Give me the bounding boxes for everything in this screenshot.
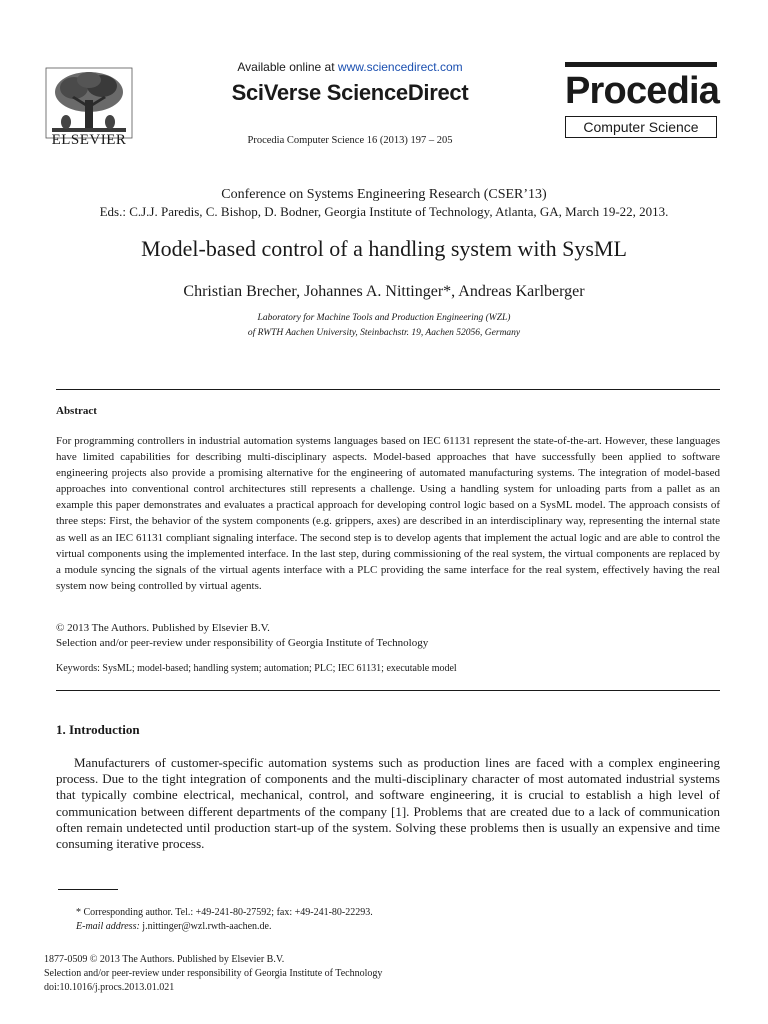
footer-issn: 1877-0509 © 2013 The Authors. Published by Elsevier B.V. (44, 954, 285, 965)
procedia-logo-subtitle: Computer Science (565, 116, 717, 138)
available-online-line (200, 60, 500, 74)
sciencedirect-link[interactable]: www.sciencedirect.com (337, 60, 463, 74)
paper-title: Model-based control of a handling system with SysML (141, 236, 627, 261)
available-prefix: Available online at (237, 60, 338, 74)
footer-selection: Selection and/or peer-review under responsibility of Georgia Institute of Technology (44, 968, 383, 979)
section-heading-introduction: 1. Introduction (56, 722, 140, 737)
conference-editors: Eds.: C.J.J. Paredis, C. Bishop, D. Bodner, Georgia Institute of Technology, Atlanta, GA, March 19-22, 2013. (99, 204, 669, 219)
database-name: SciVerse ScienceDirect (231, 80, 469, 105)
footnote-email-address: j.nittinger@wzl.rwth-aachen.de. (139, 921, 272, 932)
introduction-paragraph: Manufacturers of customer-specific automation systems such as production lines are faced with a complex engineering process. Due to the tight integration of components and the multi-disciplinary character of most automated industrial systems that typically combine electrical, mechanical, control, and software engineering, it is crucial to establish a high level of communication between different departments of the company [1]. Problems that are created due to a lack of communication often remain undetected until production start-up of the system. Solving these problems then is usually an expensive and time consuming iterative process. (56, 755, 720, 852)
footnote-email (76, 921, 271, 932)
footnote-rule (58, 889, 118, 890)
footnote-email-label: E-mail address: (76, 921, 140, 932)
elsevier-wordmark: ELSEVIER (51, 132, 127, 148)
abstract-bottom-rule (56, 690, 720, 691)
abstract-text: For programming controllers in industrial automation systems languages based on IEC 61131 represent the state-of-the-art. However, these languages have limited capabilities for describing multi-disciplinary aspects. Model-based approaches that have successfully been applied to software engineering projects also provide a promising alternative for the engineering of automated manufacturing systems. The integration of model-based approaches into conventional control architectures still represents a challenge. Using a handling system for unloading parts from a pallet as an example this paper demonstrates and evaluates a practical approach for developing control logic based on a SysML model. The approach consists of three steps: First, the behavior of the system components (e.g. grippers, axes) are described in an interdisciplinary way, representing the internal state as well as an IEC 61131 compliant signaling interface. The second step is to develop agents that implement the actual logic and are able to control the virtual components using the implemented interface. In the last step, during commissioning of the real system, the virtual components are replaced by a module syncing the signals of the virtual agents interface with a PLC providing the same interface for the real system, effectively having the real system now being controlled by virtual agents. (56, 435, 720, 592)
footer-doi: doi:10.1016/j.procs.2013.01.021 (44, 982, 175, 993)
keywords: Keywords: SysML; model-based; handling system; automation; PLC; IEC 61131; executable model (56, 663, 457, 674)
footnote-corresponding-author: * Corresponding author. Tel.: +49-241-80-27592; fax: +49-241-80-22293. (76, 907, 373, 918)
abstract-top-rule (56, 389, 720, 390)
procedia-logo-title: Procedia (565, 70, 720, 112)
affiliation-line-2: of RWTH Aachen University, Steinbachstr. 19, Aachen 52056, Germany (247, 328, 521, 338)
journal-reference: Procedia Computer Science 16 (2013) 197 – 205 (247, 135, 453, 146)
paper-authors: Christian Brecher, Johannes A. Nittinger*, Andreas Karlberger (183, 283, 585, 300)
procedia-logo-bar (565, 62, 717, 67)
abstract-selection: Selection and/or peer-review under responsibility of Georgia Institute of Technology (56, 637, 429, 649)
abstract-copyright: © 2013 The Authors. Published by Elsevier B.V. (56, 622, 270, 634)
procedia-logo (565, 62, 720, 140)
abstract-heading: Abstract (56, 405, 97, 417)
conference-name: Conference on Systems Engineering Research (CSER’13) (221, 187, 547, 202)
affiliation-line-1: Laboratory for Machine Tools and Production Engineering (WZL) (257, 313, 511, 323)
